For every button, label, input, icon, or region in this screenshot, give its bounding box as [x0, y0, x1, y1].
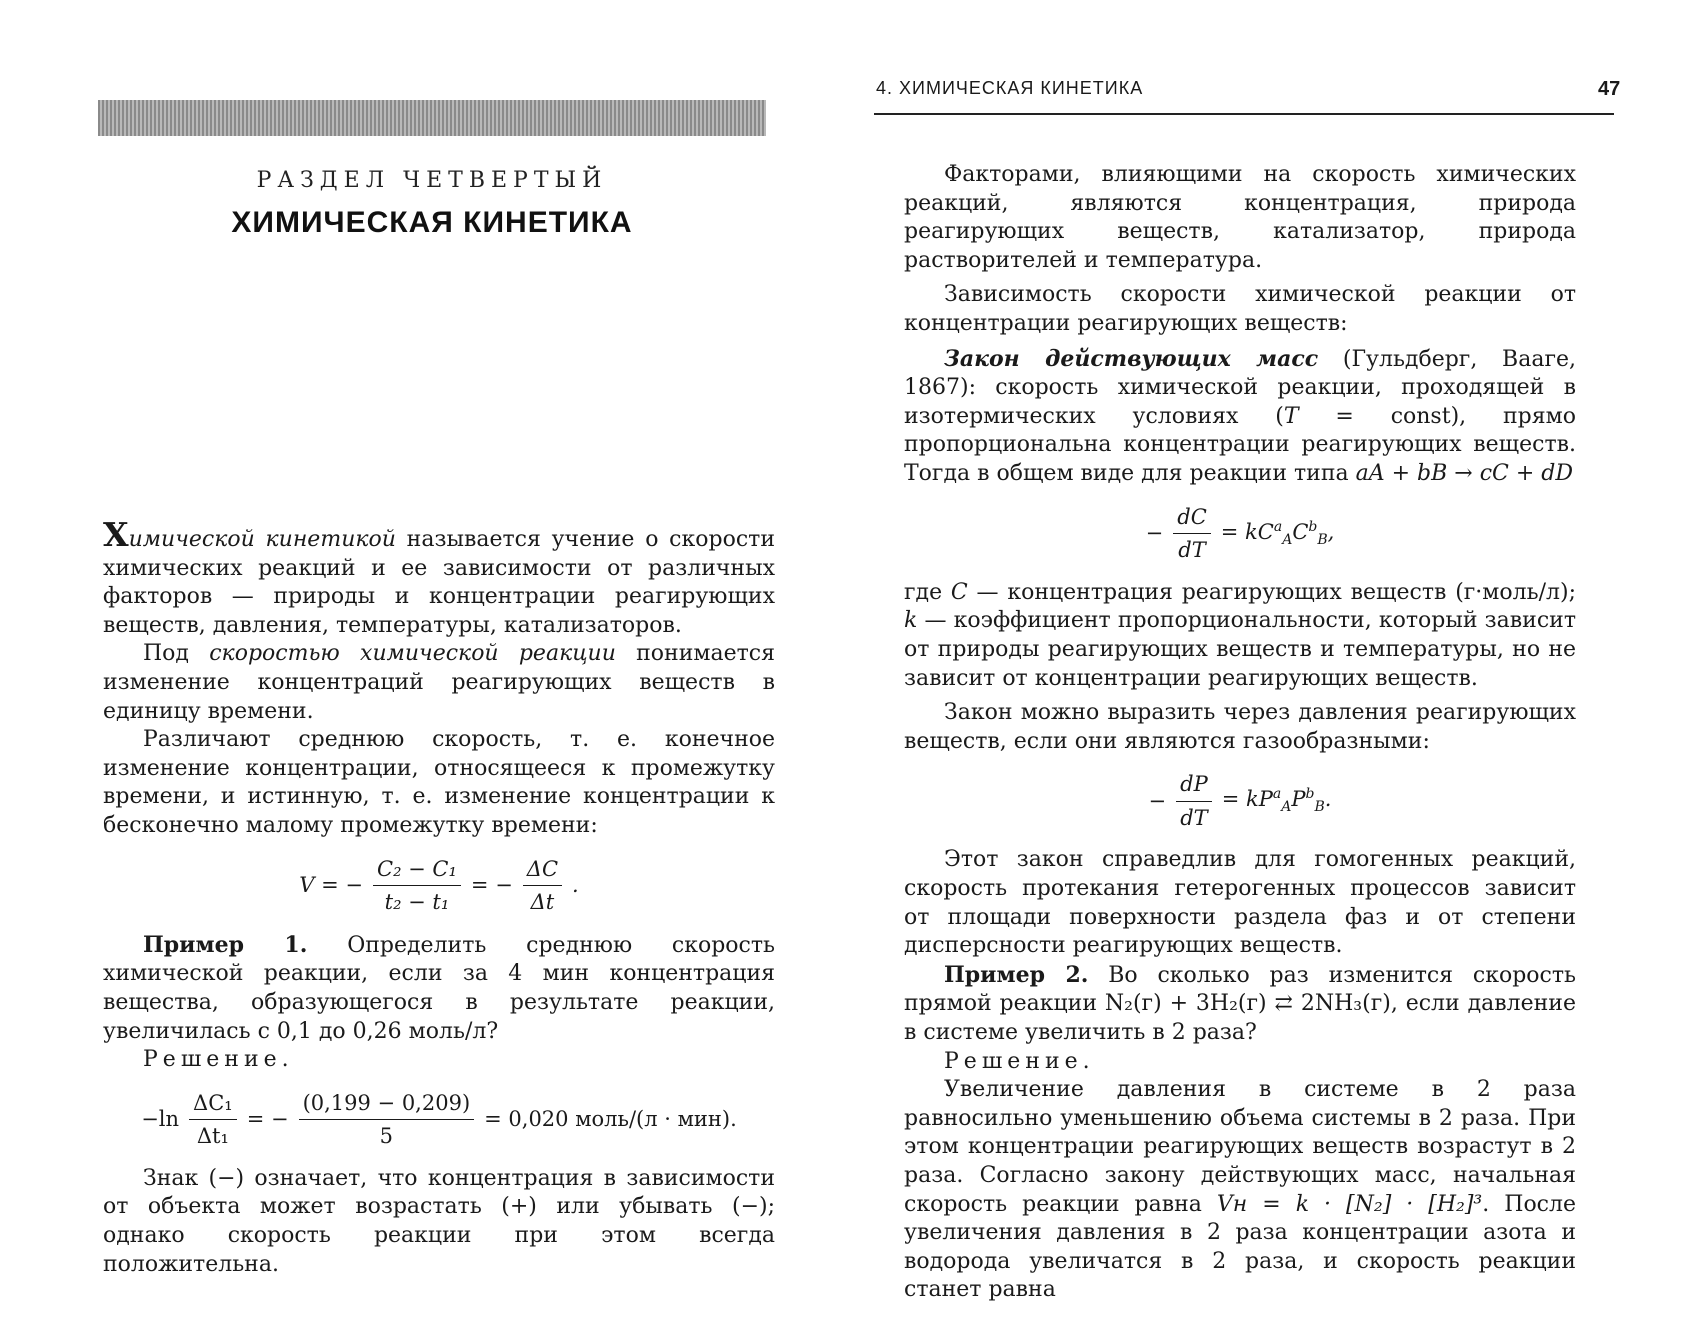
- paragraph: Зависимость скорости химической реакции от концентрации реагирующих веществ:: [904, 282, 1576, 336]
- equation: Vн = k · [N₂] · [H₂]³: [1216, 1191, 1483, 1217]
- fraction: [373, 855, 461, 917]
- fraction: [1176, 770, 1212, 832]
- superscript: a: [1272, 786, 1282, 803]
- paragraph: [904, 579, 1576, 693]
- symbol: k: [904, 608, 918, 634]
- formula-part: .: [1324, 787, 1332, 812]
- drop-cap: Х: [103, 515, 129, 554]
- superscript: a: [1273, 518, 1283, 535]
- paragraph-text: (Гульдберг, Вааге, 1867):: [904, 346, 1576, 401]
- symbol: C: [950, 579, 968, 605]
- fraction: [1173, 503, 1211, 565]
- formula-part: = kP: [1221, 787, 1273, 812]
- paragraph-text: = const), прямо пропорциональна концентрации реагирующих веществ. Тогда в общем виде для реакции типа: [904, 403, 1576, 486]
- numerator: (0,199 − 0,209): [299, 1089, 475, 1121]
- paragraph: [904, 1076, 1576, 1305]
- fraction: [189, 1089, 237, 1151]
- formula-part: −ln: [141, 1107, 180, 1132]
- formula-part: −: [1145, 521, 1164, 546]
- numerator: ΔC: [523, 855, 562, 887]
- formula-part: C: [1292, 519, 1309, 544]
- running-head: 4. ХИМИЧЕСКАЯ КИНЕТИКА: [876, 78, 1144, 98]
- paragraph: Различают среднюю скорость, т. е. конечное изменение концентрации, относящееся к промежутку времени, и истинную, т. е. изменение концентрации к бесконечно малому промежутку времени:: [103, 727, 775, 838]
- formula-rhs: [1222, 780, 1332, 822]
- paragraph: [103, 640, 775, 726]
- subscript: B: [1317, 531, 1328, 548]
- superscript: b: [1308, 518, 1318, 535]
- formula-part: = −: [470, 873, 513, 898]
- subscript: B: [1314, 799, 1325, 816]
- denominator: dT: [1178, 538, 1206, 563]
- page-number: 47: [1598, 78, 1621, 100]
- section-title: ХИМИЧЕСКАЯ КИНЕТИКА: [231, 206, 633, 239]
- formula-part: = −: [246, 1107, 289, 1132]
- formula-part: = kC: [1220, 519, 1274, 544]
- symbol: T: [1283, 403, 1299, 429]
- formula-part: −: [1148, 789, 1167, 814]
- subscript: A: [1281, 799, 1292, 816]
- formula-part: ,: [1327, 519, 1335, 544]
- left-body: [103, 515, 776, 1279]
- example: [904, 961, 1576, 1048]
- header-band: [98, 100, 766, 136]
- paragraph: Факторами, влияющими на скорость химических реакций, являются концентрация, природа реагирующих веществ, катализатор, природа растворителей и температура.: [904, 162, 1576, 273]
- subscript: A: [1282, 531, 1293, 548]
- numerator: dC: [1173, 503, 1211, 535]
- solution-label: Решение.: [143, 1047, 294, 1073]
- header-rule: [874, 113, 1614, 115]
- denominator: Δt: [530, 890, 555, 915]
- formula-mass-action: [904, 503, 1576, 565]
- right-page: [860, 0, 1685, 1328]
- paragraph: Закон можно выразить через давления реагирующих веществ, если они являются газообразными:: [904, 700, 1576, 754]
- denominator: dT: [1180, 805, 1208, 830]
- fraction: [523, 855, 562, 917]
- denominator: 5: [379, 1124, 394, 1149]
- paragraph-text: называется учение о скорости химических реакций и ее зависимости от различных факторов — природы и концентрации реагирующих веществ, давления, температуры, катализаторов.: [103, 527, 775, 638]
- paragraph-text: — концентрация реагирующих веществ (г·моль/л);: [967, 579, 1576, 605]
- reaction: N₂(г) + 3H₂(г) ⇄ 2NH₃(г): [1104, 991, 1391, 1017]
- example-label: Пример 1.: [143, 931, 308, 958]
- example-text: Определить среднюю скорость химической реакции, если за 4 мин концентрация вещества, образующегося в результате реакции, увеличилась с 0,1 до 0,26 моль/л?: [103, 932, 776, 1044]
- superscript: b: [1305, 786, 1315, 803]
- formula-average-rate: [103, 855, 775, 917]
- paragraph: [103, 515, 775, 640]
- solution-label: Решение.: [944, 1048, 1095, 1074]
- formula-part: = 0,020 моль/(л · мин).: [484, 1107, 737, 1132]
- numerator: dP: [1176, 770, 1212, 802]
- denominator: Δt₁: [196, 1124, 229, 1149]
- paragraph-text: Под: [143, 641, 210, 667]
- example-label: Пример 2.: [944, 961, 1089, 988]
- formula-example1: [103, 1089, 775, 1151]
- paragraph: Знак (−) означает, что концентрация в зависимости от объекта может возрастать (+) или убывать (−); однако скорость реакции при этом всегда положительна.: [103, 1165, 775, 1277]
- numerator: ΔC₁: [189, 1089, 237, 1121]
- formula-part: P: [1291, 787, 1306, 812]
- term: скоростью химической реакции: [209, 641, 616, 667]
- paragraph-text: . После увеличения давления в 2 раза концентрации азота и водорода увеличатся в 2 раза, и скорость реакции станет равна: [904, 1191, 1577, 1303]
- paragraph-text: — коэффициент пропорциональности, который зависит от природы реагирующих веществ и температуры, но не зависит от концентрации реагирующих веществ.: [904, 608, 1576, 691]
- law-name: Закон действующих масс: [944, 345, 1319, 372]
- paragraph-text: где: [904, 579, 951, 605]
- formula-rhs: [1221, 513, 1335, 555]
- formula-part: .: [572, 873, 579, 898]
- denominator: t₂ − t₁: [384, 890, 450, 915]
- paragraph-text: Увеличение давления в системе в 2 раза равносильно уменьшению объема системы в 2 раза. При этом концентрации реагирующих веществ возрастут в 2 раза. Согласно закону действующих масс, начальная скорость реакции равна: [904, 1077, 1576, 1217]
- section-label: РАЗДЕЛ ЧЕТВЕРТЫЙ: [256, 168, 608, 193]
- numerator: C₂ − C₁: [373, 855, 461, 887]
- reaction: aA + bB → cC + dD: [1355, 460, 1573, 486]
- paragraph: [904, 345, 1576, 489]
- paragraph-text: понимается изменение концентраций реагирующих веществ в единицу времени.: [103, 641, 775, 724]
- example-text: Во сколько раз изменится скорость прямой реакции: [904, 962, 1576, 1017]
- paragraph-text: скорость химической реакции, проходящей в изотермических условиях (: [904, 375, 1576, 429]
- right-body: [904, 161, 1576, 1305]
- example: [103, 931, 775, 1046]
- formula-part: V = −: [299, 873, 363, 898]
- example-text: , если давление в системе увеличить в 2 раза?: [904, 991, 1576, 1046]
- term: имической кинетикой: [128, 527, 396, 552]
- fraction: [299, 1089, 475, 1151]
- paragraph: Этот закон справедлив для гомогенных реакций, скорость протекания гетерогенных процессов зависит от площади поверхности раздела фаз и от степени дисперсности реагирующих веществ.: [904, 847, 1576, 959]
- formula-pressure: [904, 770, 1576, 832]
